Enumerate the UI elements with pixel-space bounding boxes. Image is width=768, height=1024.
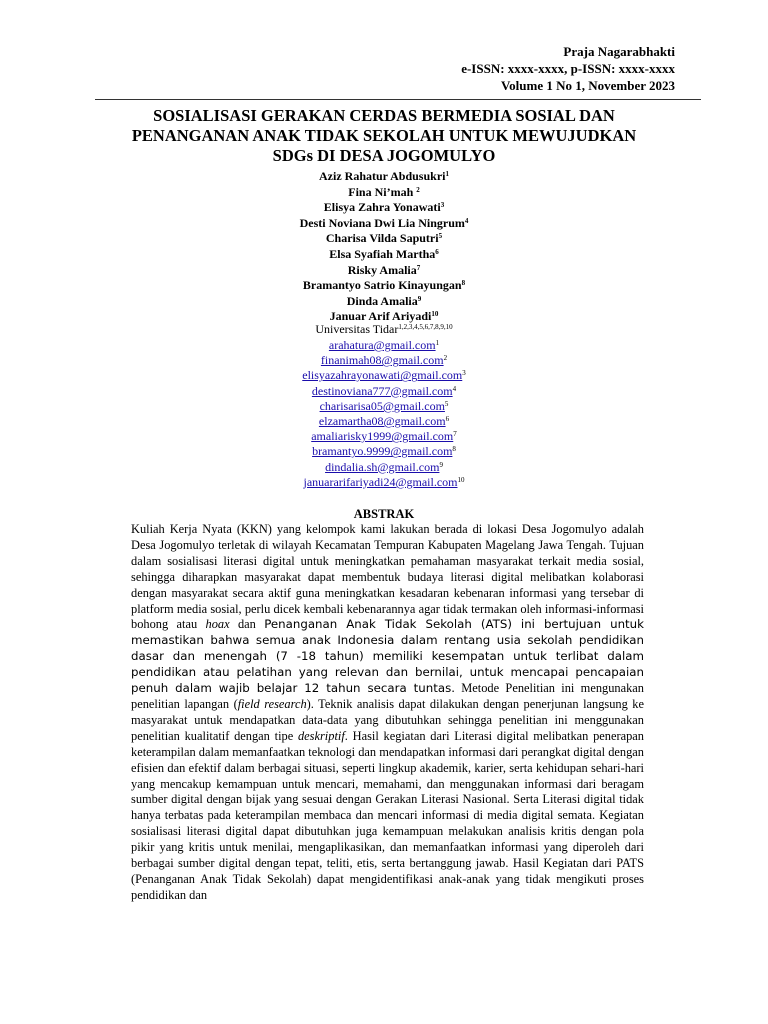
author-name: Aziz Rahatur Abdusukri <box>319 169 446 183</box>
title-line-2: PENANGANAN ANAK TIDAK SEKOLAH UNTUK MEWUJUDKAN <box>131 126 637 145</box>
author-item <box>95 216 673 232</box>
author-name: Fina Ni’mah <box>348 184 417 199</box>
abstract-text: ). Teknik analisis dapat dilakukan dengan penerjunan langsung ke masyarakat untuk mendapatkan data-data yang dibutuhkan sehingga penelitian ini menggunakan penelitian kualitatif dengan tipe <box>131 696 644 743</box>
email-sup: 6 <box>445 415 450 424</box>
email-sup: 5 <box>444 399 449 408</box>
abstract-text: . Hasil kegiatan dari Literasi digital melibatkan penerapan keterampilan dalam memanfaatkan teknologi dan mendapatkan informasi dari perangkat digital dengan efisien dan efektif dalam berbagai situasi, seperti lingkup akademik, karier, serta kehidupan sehari-hari yang mencakup kemampuan untuk mencari, memahami, dan menggunakan informasi dari beragam sumber digital dengan bijak yang sesuai dengan Gerakan Literasi Nasional. Serta Literasi digital tidak hanya terbatas pada keterampilan membaca dan mencari informasi di media digital semata. Kegiatan sosialisasi literasi digital dapat dibutuhkan juga kemampuan melakukan analisis kritis dengan pola pikir yang kritis untuk menilai, mengaplikasikan, dan memanfaatkan informasi yang diperoleh dari berbagai sumber digital dengan tepat, teliti, etis, serta bertanggung jawab. Hasil Kegiatan dari PATS (Penanganan Anak Tidak Sekolah) dapat mengidentifikasi anak-anak yang tidak mengikuti proses pendidikan dan <box>131 728 644 902</box>
email-sup: 7 <box>453 430 457 439</box>
abstract-italic-term: deskriptif <box>297 728 345 743</box>
abstract-italic-term: field research <box>237 696 307 711</box>
author-name: Elsa Syafiah Martha <box>329 246 436 261</box>
email-sup: 10 <box>457 475 465 484</box>
email-item <box>95 384 673 399</box>
author-sup: 1 <box>445 170 449 178</box>
author-name: Dinda Amalia <box>346 293 418 308</box>
email-item <box>95 460 673 475</box>
email-item <box>95 368 673 383</box>
author-name: Charisa Vilda Saputri <box>325 231 439 246</box>
abstract-heading: ABSTRAK <box>353 507 415 521</box>
email-list <box>95 338 673 490</box>
email-sup: 2 <box>443 354 448 363</box>
author-name: Bramantyo Satrio Kinayungan <box>302 278 462 293</box>
journal-header <box>461 43 675 94</box>
author-sup: 9 <box>417 294 422 303</box>
abstract-text-sans: Penanganan Anak Tidak Sekolah (ATS) ini bertujuan untuk memastikan bahwa semua anak Indonesia dalam rentang usia sekolah pendidikan dasar dan menengah (7 -18 tahun) memiliki kesempatan untuk terlibat dalam pendidikan atau pelatihan yang relevan dan bernilai, untuk mencapai pencapaian penuh dalam wajib belajar 12 tahun secara tuntas. <box>131 617 644 696</box>
email-link[interactable]: finanimah08@gmail.com <box>320 353 444 368</box>
author-item <box>95 231 673 247</box>
header-divider <box>95 99 701 100</box>
title-line-3: SDGs DI DESA JOGOMULYO <box>272 146 496 165</box>
email-item <box>95 414 673 429</box>
email-link[interactable]: januararifariyadi24@gmail.com <box>303 474 458 489</box>
author-item <box>95 247 673 263</box>
email-link[interactable]: destinoviana777@gmail.com <box>311 383 453 398</box>
email-link[interactable]: elisyazahrayonawati@gmail.com <box>302 368 463 383</box>
email-item <box>95 353 673 368</box>
email-item <box>95 399 673 414</box>
author-sup: 5 <box>438 232 443 241</box>
affiliation-sup: 1,2,3,4,5,6,7,8,9,10 <box>398 323 453 331</box>
journal-volume: Volume 1 No 1, November 2023 <box>500 78 675 93</box>
author-name: Desti Noviana Dwi Lia Ningrum <box>299 215 465 230</box>
author-name: Januar Arif Ariyadi <box>329 309 432 324</box>
author-sup: 6 <box>435 247 439 256</box>
email-sup: 4 <box>452 384 457 393</box>
email-item <box>95 444 673 459</box>
email-item <box>95 429 673 444</box>
abstract-text: Metode Penelitian ini mengunakan penelitian lapangan ( <box>131 681 644 711</box>
email-link[interactable]: arahatura@gmail.com <box>328 338 436 352</box>
author-name: Risky Amalia <box>347 262 417 277</box>
author-sup: 7 <box>416 263 421 272</box>
email-link[interactable]: dindalia.sh@gmail.com <box>325 459 440 474</box>
abstract-italic-term: hoax <box>205 617 230 632</box>
title-line-1: SOSIALISASI GERAKAN CERDAS BERMEDIA SOSIAL DAN <box>153 106 615 125</box>
article-title <box>95 106 673 166</box>
author-item <box>95 278 673 294</box>
abstract-text: dan <box>229 617 265 632</box>
author-sup: 2 <box>416 185 420 194</box>
author-sup: 8 <box>461 279 466 288</box>
email-sup: 8 <box>452 445 456 454</box>
email-sup: 3 <box>462 369 466 378</box>
abstract-body <box>131 522 644 904</box>
author-item <box>95 294 673 310</box>
journal-name: Praja Nagarabhakti <box>563 44 675 59</box>
author-sup: 4 <box>464 216 469 225</box>
email-link[interactable]: charisarisa05@gmail.com <box>319 398 445 413</box>
author-item <box>95 185 673 201</box>
affiliation-name: Universitas Tidar <box>315 322 399 336</box>
email-item <box>95 338 673 353</box>
author-item <box>95 200 673 216</box>
author-name: Elisya Zahra Yonawati <box>323 200 441 215</box>
email-link[interactable]: bramantyo.9999@gmail.com <box>312 444 453 459</box>
email-item <box>95 475 673 490</box>
author-sup: 10 <box>431 310 439 319</box>
email-link[interactable]: elzamartha08@gmail.com <box>318 414 446 429</box>
author-item <box>95 169 673 185</box>
email-sup: 1 <box>435 339 440 347</box>
affiliation <box>95 322 673 337</box>
author-sup: 3 <box>440 201 445 210</box>
author-list <box>95 169 673 325</box>
email-link[interactable]: amaliarisky1999@gmail.com <box>311 429 454 444</box>
author-item <box>95 263 673 279</box>
email-sup: 9 <box>439 460 443 469</box>
journal-issn: e-ISSN: xxxx-xxxx, p-ISSN: xxxx-xxxx <box>461 61 675 76</box>
abstract-text: Kuliah Kerja Nyata (KKN) yang kelompok kami lakukan berada di lokasi Desa Jogomulyo adalah Desa Jogomulyo terletak di wilayah Kecamatan Tempuran Kabupaten Magelang Jawa Tengah. Tujuan dalam sosialisasi literasi digital untuk meningkatkan pemahaman masyarakat terkait media sosial, sehingga diharapkan masyarakat dapat membentuk budaya literasi digital melibatkan kolaborasi dengan masyarakat secara aktif guna meningkatkan kesadaran kebenaran informasi yang tersebar di platform media sosial, perlu dicek kembali kebenarannya agar tidak termakan oleh informasi-informasi bohong atau <box>131 522 644 632</box>
